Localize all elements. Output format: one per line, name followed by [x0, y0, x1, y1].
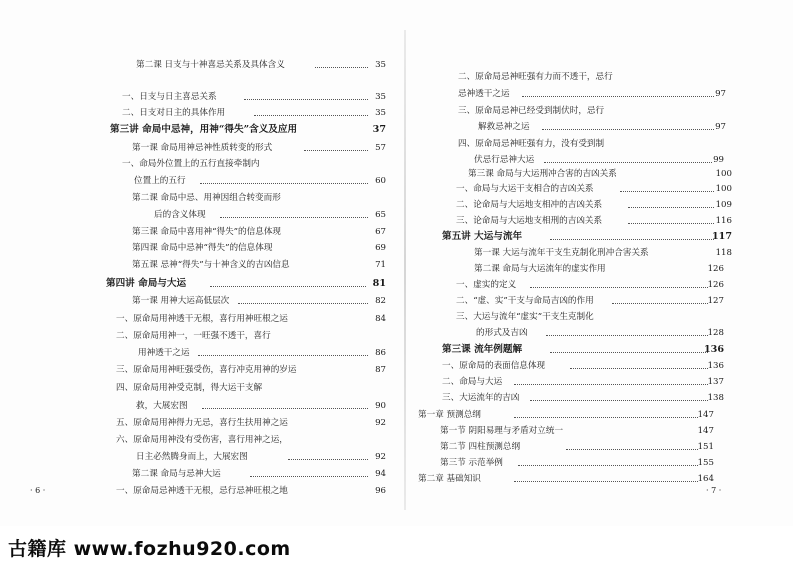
book-gutter: [404, 30, 406, 510]
toc-entry: 解救忌神之运 97: [478, 122, 726, 132]
toc-entry: 一、原命局的表面信息体现 136: [442, 361, 724, 371]
toc-entry: 伏忌行忌神大运 99: [474, 155, 724, 165]
toc-entry: 第一课 命局用神忌神性质转变的形式 57: [132, 143, 386, 153]
toc-entry: 一、日支与日主喜忌关系 35: [122, 92, 386, 102]
toc-entry: 三、原命局忌神已经受到制伏时，忌行: [458, 106, 605, 116]
toc-entry: 二、原命局忌神旺强有力而不透干，忌行: [458, 72, 613, 82]
toc-chapter: 第四讲 命局与大运 81: [106, 278, 386, 289]
toc-entry: 三、大运与流年“虚实”干支生克制化: [456, 312, 594, 322]
toc-chapter: 第五讲 大运与流年 117: [442, 231, 732, 242]
toc-entry: 三、大运流年的吉凶 138: [442, 393, 724, 403]
toc-entry: 第五课 忌神“得失”与十神含义的吉凶信息 71: [132, 260, 386, 270]
toc-entry: 四、原命局用神受克制，得大运干支解: [116, 383, 263, 393]
toc-entry: 第二课 命局中忌、用神因组合转变而形: [132, 193, 281, 203]
toc-entry: 第二节 四柱预测总纲 151: [440, 442, 714, 452]
toc-entry: 第二课 命局与忌神大运 94: [132, 469, 386, 479]
toc-page-left: [56, 40, 386, 510]
toc-entry: 三、论命局与大运地支相刑的吉凶关系 116: [456, 216, 732, 226]
toc-entry: 第一课 用神大运高低层次 82: [132, 296, 386, 306]
toc-entry: 后的含义体现 65: [154, 210, 386, 220]
toc-entry: 第三课 命局与大运刑冲合害的吉凶关系 100: [468, 169, 732, 179]
toc-entry: 第二章 基础知识 164: [418, 474, 714, 484]
toc-entry: 五、原命局用神得力无忌，喜行生扶用神之运 92: [116, 418, 386, 428]
toc-entry: 第二课 日支与十神喜忌关系及具体含义 35: [136, 60, 386, 70]
toc-entry: 一、原命局忌神透干无根，忌行忌神旺根之地 96: [116, 486, 386, 496]
toc-entry: 二、命局与大运 137: [442, 377, 724, 387]
toc-entry: 日主必然腾身而上，大展宏图 92: [136, 452, 386, 462]
toc-entry: 位置上的五行 60: [134, 176, 386, 186]
toc-entry: 一、命局外位置上的五行直接牵制内: [122, 159, 260, 169]
toc-entry: 忌神透干之运 97: [458, 89, 726, 99]
page-number-right: · 7 ·: [706, 486, 722, 495]
page-number-left: · 6 ·: [30, 486, 46, 495]
toc-entry: 一、虚实的定义 126: [456, 280, 724, 290]
toc-entry: 第三节 示范举例 155: [440, 458, 714, 468]
toc-entry: 第一章 预测总纲 147: [418, 410, 714, 420]
site-footer: [0, 526, 793, 564]
toc-entry: 第三课 命局中喜用神“得失”的信息体现 67: [132, 227, 386, 237]
site-watermark[interactable]: 古籍库 www.fozhu920.com: [8, 538, 291, 560]
toc-chapter: 第三课 流年例题解 136: [442, 344, 724, 355]
toc-entry: 的形式及吉凶 128: [476, 328, 724, 338]
toc-entry: 三、原命局用神旺强受伤，喜行冲克用神的岁运 87: [116, 365, 386, 375]
toc-entry: 二、论命局与大运地支相冲的吉凶关系 109: [456, 200, 732, 210]
toc-page-right: [418, 62, 738, 502]
toc-entry: 第四课 命局中忌神“得失”的信息体现 69: [132, 243, 386, 253]
toc-entry: 二、“虚、实”干支与命局吉凶的作用 127: [456, 296, 724, 306]
toc-entry: 救，大展宏图 90: [136, 401, 386, 411]
toc-entry: 二、原命局用神一，一旺强不透干，喜行: [116, 331, 271, 341]
toc-entry: 六、原命局用神没有受伤害，喜行用神之运，: [116, 435, 288, 445]
toc-entry: 用神透干之运 86: [138, 348, 386, 358]
toc-chapter: 第三讲 命局中忌神，用神“得失”含义及应用 37: [110, 124, 386, 135]
toc-entry: 一、命局与大运干支相合的吉凶关系 100: [456, 184, 732, 194]
toc-entry: 第一节 阴阳易理与矛盾对立统一 147: [440, 426, 714, 436]
toc-entry: 二、日支对日主的具体作用 35: [122, 108, 386, 118]
toc-entry: 第一课 大运与流年干支生克制化刑冲合害关系 118: [474, 248, 732, 258]
toc-entry: 四、原命局忌神旺强有力，没有受到制: [458, 139, 605, 149]
toc-entry: 第二课 命局与大运流年的虚实作用 126: [474, 264, 724, 274]
toc-entry: 一、原命局用神透干无根，喜行用神旺根之运 84: [116, 314, 386, 324]
